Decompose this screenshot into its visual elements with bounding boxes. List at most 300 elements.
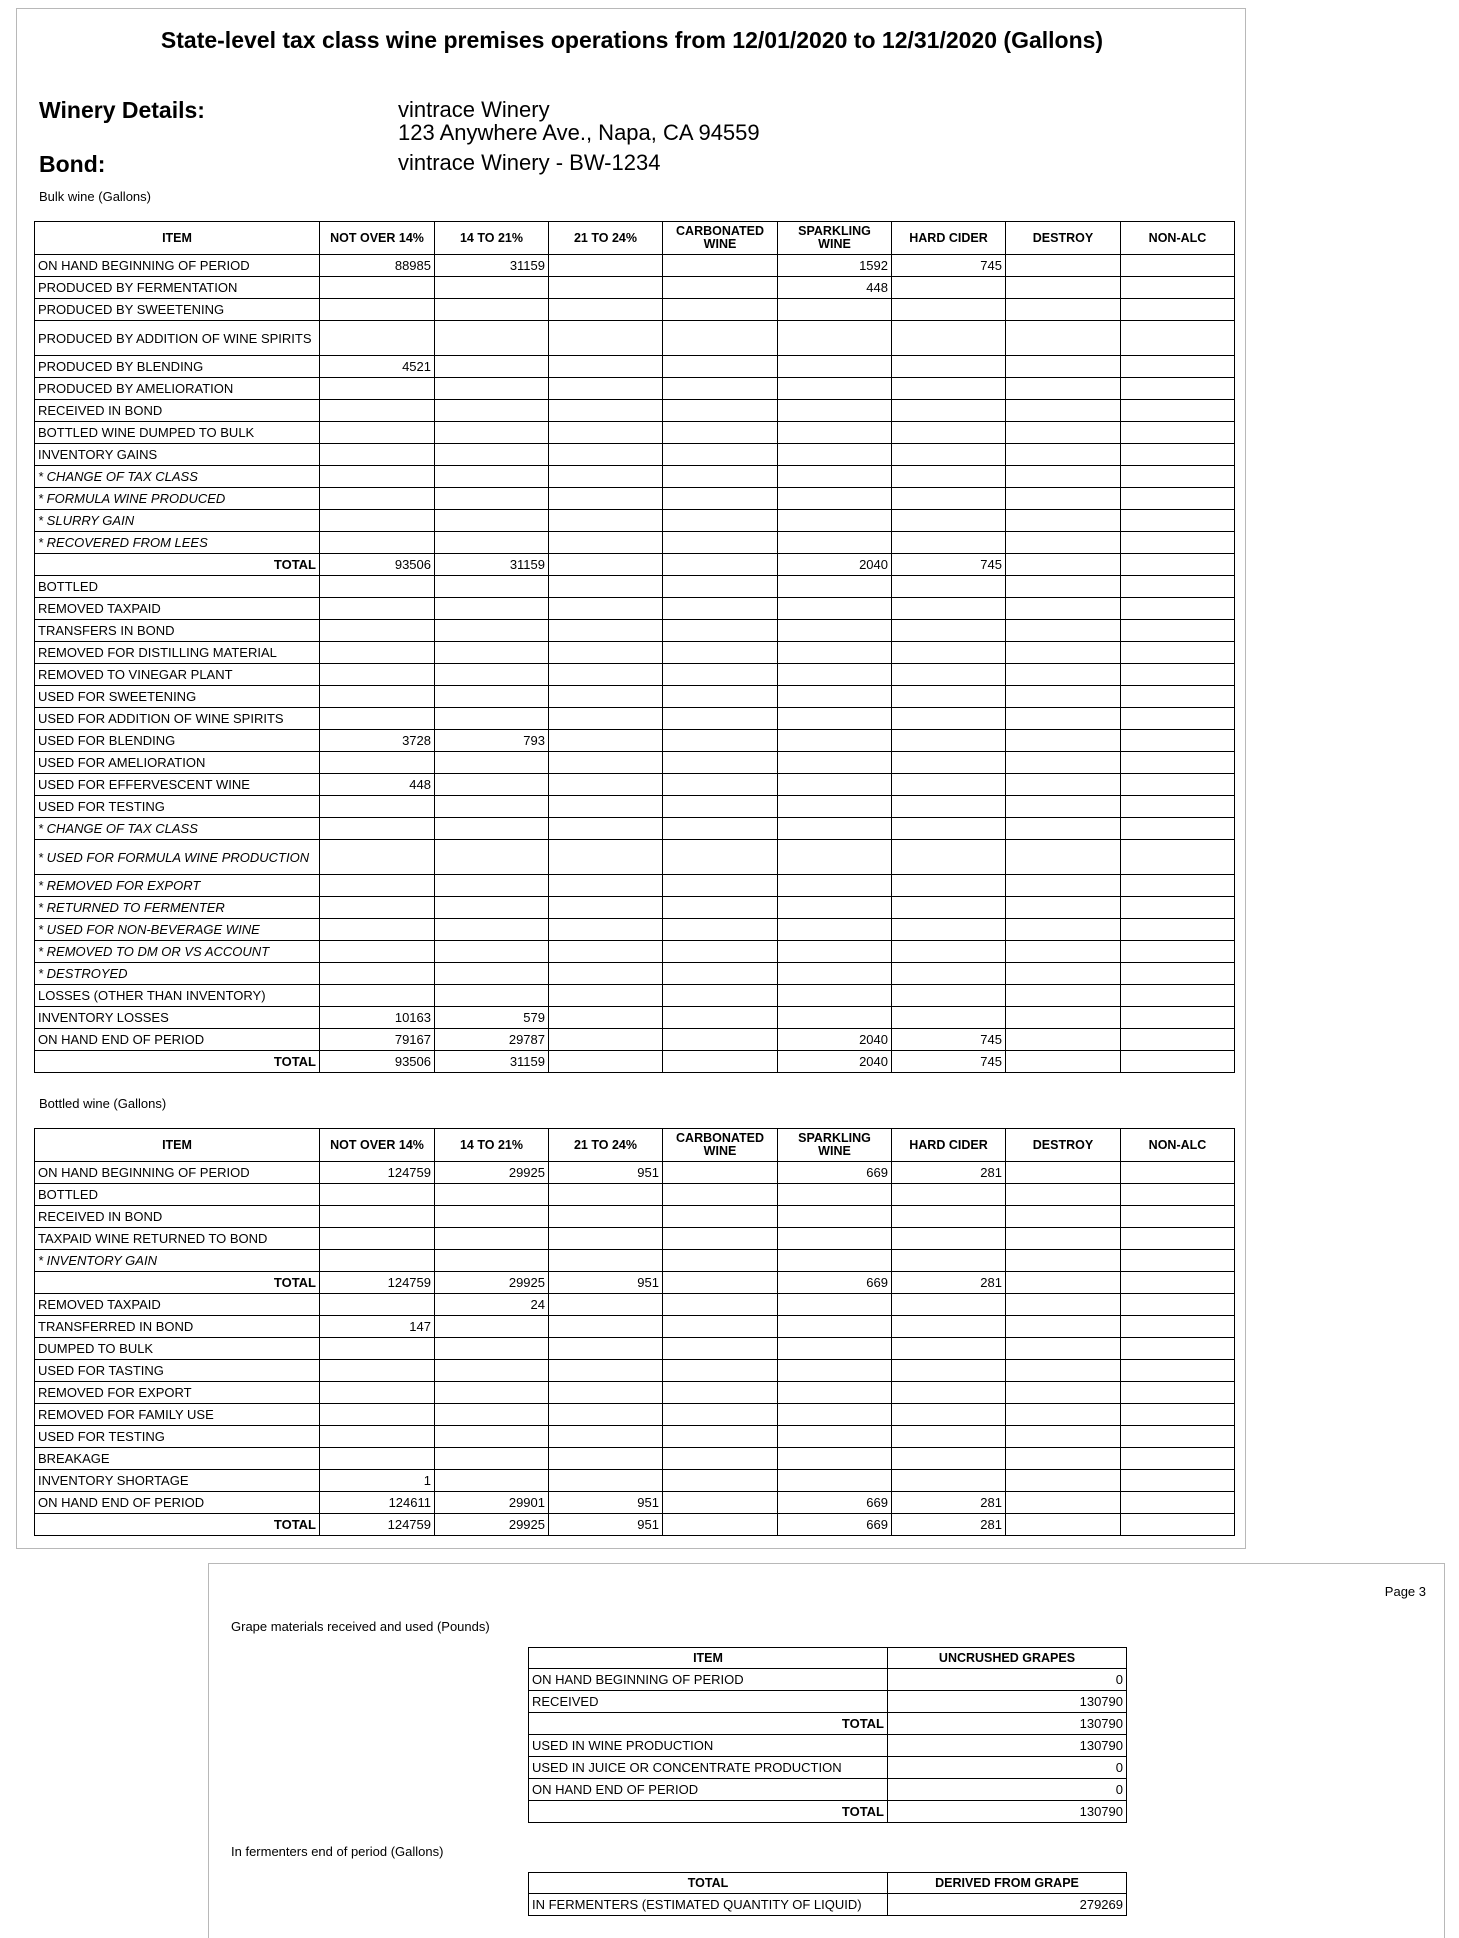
cell-value — [663, 356, 778, 378]
cell-value — [549, 1338, 663, 1360]
cell-value — [778, 532, 892, 554]
cell-value — [663, 897, 778, 919]
cell-value — [663, 963, 778, 985]
cell-value — [892, 686, 1006, 708]
cell-value — [1121, 1162, 1235, 1184]
bond-value: vintrace Winery - BW-1234 — [398, 150, 661, 175]
cell-value — [778, 985, 892, 1007]
cell-value — [778, 963, 892, 985]
cell-value: 29901 — [435, 1492, 549, 1514]
cell-value — [778, 686, 892, 708]
cell-value — [663, 686, 778, 708]
table-row — [35, 299, 1235, 321]
cell-value — [1006, 466, 1121, 488]
cell-value: 4521 — [320, 356, 435, 378]
row-label: ON HAND BEGINNING OF PERIOD — [529, 1669, 888, 1691]
table-row — [35, 576, 1235, 598]
table-row — [529, 1779, 1127, 1801]
cell-value — [892, 576, 1006, 598]
cell-value — [549, 400, 663, 422]
cell-value — [320, 1426, 435, 1448]
cell-value — [892, 321, 1006, 356]
cell-value — [1006, 1184, 1121, 1206]
column-header-hard-cider: HARD CIDER — [892, 222, 1006, 255]
table-row — [35, 796, 1235, 818]
row-label: ON HAND END OF PERIOD — [35, 1492, 320, 1514]
row-label: IN FERMENTERS (ESTIMATED QUANTITY OF LIQUID) — [529, 1894, 888, 1916]
cell-value: 147 — [320, 1316, 435, 1338]
cell-value — [663, 532, 778, 554]
cell-value — [663, 840, 778, 875]
row-label: ON HAND BEGINNING OF PERIOD — [35, 1162, 320, 1184]
cell-value — [1006, 422, 1121, 444]
cell-value — [435, 796, 549, 818]
cell-value — [1006, 1514, 1121, 1536]
cell-value — [435, 1206, 549, 1228]
cell-value — [549, 840, 663, 875]
cell-value — [892, 378, 1006, 400]
cell-value: 124611 — [320, 1492, 435, 1514]
cell-value — [320, 378, 435, 400]
cell-value: 88985 — [320, 255, 435, 277]
column-header-hard-cider: HARD CIDER — [892, 1129, 1006, 1162]
report-page-main — [16, 8, 1246, 1549]
cell-value — [1006, 255, 1121, 277]
table-row — [35, 1338, 1235, 1360]
cell-value: 448 — [320, 774, 435, 796]
column-header-non-alc: NON-ALC — [1121, 1129, 1235, 1162]
row-label: PRODUCED BY AMELIORATION — [35, 378, 320, 400]
row-label: * USED FOR FORMULA WINE PRODUCTION — [35, 840, 320, 875]
cell-value — [1006, 378, 1121, 400]
cell-value — [663, 1294, 778, 1316]
cell-value — [778, 356, 892, 378]
cell-value — [1006, 730, 1121, 752]
cell-value: 951 — [549, 1514, 663, 1536]
cell-value — [435, 1184, 549, 1206]
row-label: * REMOVED FOR EXPORT — [35, 875, 320, 897]
row-label: PRODUCED BY ADDITION OF WINE SPIRITS — [35, 321, 320, 356]
table-row — [35, 664, 1235, 686]
row-label: TRANSFERRED IN BOND — [35, 1316, 320, 1338]
cell-value — [892, 796, 1006, 818]
cell-value — [549, 686, 663, 708]
cell-value — [1121, 1448, 1235, 1470]
table-row — [35, 620, 1235, 642]
cell-value — [663, 1338, 778, 1360]
cell-value — [1006, 532, 1121, 554]
cell-value — [892, 1382, 1006, 1404]
column-header-total: TOTAL — [529, 1873, 888, 1894]
cell-value — [320, 321, 435, 356]
cell-value: 0 — [888, 1779, 1127, 1801]
cell-value — [663, 1514, 778, 1536]
cell-value — [549, 255, 663, 277]
cell-value — [663, 1007, 778, 1029]
cell-value — [778, 1426, 892, 1448]
total-label: TOTAL — [35, 554, 320, 576]
cell-value — [663, 1272, 778, 1294]
cell-value — [663, 576, 778, 598]
table-row — [35, 1206, 1235, 1228]
row-label: USED FOR TASTING — [35, 1360, 320, 1382]
table-row — [529, 1691, 1127, 1713]
cell-value: 124759 — [320, 1514, 435, 1536]
cell-value — [663, 321, 778, 356]
cell-value — [778, 941, 892, 963]
cell-value: 29925 — [435, 1162, 549, 1184]
cell-value — [1006, 752, 1121, 774]
cell-value: 745 — [892, 1029, 1006, 1051]
cell-value: 281 — [892, 1514, 1006, 1536]
cell-value — [320, 422, 435, 444]
cell-value — [663, 620, 778, 642]
bottled-wine-caption: Bottled wine (Gallons) — [39, 1096, 167, 1111]
cell-value — [1006, 1250, 1121, 1272]
cell-value — [1006, 686, 1121, 708]
cell-value — [1121, 774, 1235, 796]
cell-value — [320, 1338, 435, 1360]
cell-value — [778, 752, 892, 774]
cell-value — [1121, 422, 1235, 444]
cell-value — [549, 378, 663, 400]
cell-value — [549, 1294, 663, 1316]
cell-value — [320, 985, 435, 1007]
row-label: * RETURNED TO FERMENTER — [35, 897, 320, 919]
cell-value — [435, 875, 549, 897]
row-label: LOSSES (OTHER THAN INVENTORY) — [35, 985, 320, 1007]
cell-value — [435, 422, 549, 444]
cell-value — [435, 1360, 549, 1382]
cell-value — [1121, 576, 1235, 598]
table-row — [35, 1316, 1235, 1338]
table-row — [35, 598, 1235, 620]
cell-value — [1006, 875, 1121, 897]
cell-value — [1006, 1448, 1121, 1470]
row-label: BOTTLED — [35, 576, 320, 598]
table-row — [35, 1007, 1235, 1029]
cell-value — [435, 985, 549, 1007]
cell-value — [1121, 277, 1235, 299]
cell-value: 0 — [888, 1757, 1127, 1779]
cell-value — [892, 299, 1006, 321]
cell-value — [778, 664, 892, 686]
row-label: USED IN JUICE OR CONCENTRATE PRODUCTION — [529, 1757, 888, 1779]
cell-value — [549, 875, 663, 897]
table-row — [35, 466, 1235, 488]
cell-value — [1006, 642, 1121, 664]
cell-value — [435, 664, 549, 686]
column-header-non-alc: NON-ALC — [1121, 222, 1235, 255]
row-label: PRODUCED BY BLENDING — [35, 356, 320, 378]
cell-value — [549, 576, 663, 598]
cell-value — [1006, 400, 1121, 422]
cell-value — [1006, 1470, 1121, 1492]
cell-value: 130790 — [888, 1691, 1127, 1713]
cell-value — [549, 1382, 663, 1404]
cell-value — [435, 752, 549, 774]
cell-value — [549, 796, 663, 818]
row-label: * CHANGE OF TAX CLASS — [35, 466, 320, 488]
table-row — [35, 730, 1235, 752]
cell-value — [663, 510, 778, 532]
cell-value — [320, 1448, 435, 1470]
cell-value — [320, 642, 435, 664]
cell-value — [435, 1470, 549, 1492]
row-label: * FORMULA WINE PRODUCED — [35, 488, 320, 510]
cell-value — [435, 774, 549, 796]
cell-value — [892, 664, 1006, 686]
cell-value — [892, 1228, 1006, 1250]
cell-value — [1006, 941, 1121, 963]
cell-value — [663, 1470, 778, 1492]
cell-value — [549, 985, 663, 1007]
cell-value — [320, 1404, 435, 1426]
cell-value — [549, 642, 663, 664]
cell-value — [778, 774, 892, 796]
cell-value — [549, 1470, 663, 1492]
cell-value — [663, 1316, 778, 1338]
cell-value — [1121, 598, 1235, 620]
page-number: Page 3 — [1384, 1584, 1426, 1599]
cell-value: 281 — [892, 1272, 1006, 1294]
cell-value — [320, 1206, 435, 1228]
cell-value — [892, 840, 1006, 875]
cell-value — [663, 1184, 778, 1206]
cell-value — [435, 1382, 549, 1404]
row-label: PRODUCED BY FERMENTATION — [35, 277, 320, 299]
cell-value — [1006, 1051, 1121, 1073]
cell-value — [435, 378, 549, 400]
cell-value — [1006, 356, 1121, 378]
cell-value: 951 — [549, 1272, 663, 1294]
row-label: ON HAND BEGINNING OF PERIOD — [35, 255, 320, 277]
cell-value — [663, 1404, 778, 1426]
grape-caption: Grape materials received and used (Pounds) — [231, 1619, 490, 1634]
cell-value — [1121, 1184, 1235, 1206]
row-label: RECEIVED IN BOND — [35, 1206, 320, 1228]
cell-value — [663, 378, 778, 400]
cell-value — [435, 1228, 549, 1250]
cell-value — [892, 1470, 1006, 1492]
cell-value: 29925 — [435, 1514, 549, 1536]
cell-value — [1121, 321, 1235, 356]
cell-value: 579 — [435, 1007, 549, 1029]
total-row — [35, 1514, 1235, 1536]
cell-value — [1121, 554, 1235, 576]
row-label: PRODUCED BY SWEETENING — [35, 299, 320, 321]
cell-value — [663, 299, 778, 321]
cell-value: 669 — [778, 1492, 892, 1514]
row-label: RECEIVED — [529, 1691, 888, 1713]
table-row — [35, 941, 1235, 963]
cell-value — [549, 919, 663, 941]
cell-value — [778, 1382, 892, 1404]
table-row — [529, 1894, 1127, 1916]
cell-value — [1121, 1316, 1235, 1338]
cell-value — [1006, 963, 1121, 985]
cell-value — [663, 277, 778, 299]
table-row — [35, 1029, 1235, 1051]
cell-value — [1006, 1338, 1121, 1360]
cell-value — [1006, 818, 1121, 840]
row-label: BREAKAGE — [35, 1448, 320, 1470]
cell-value — [320, 598, 435, 620]
total-row — [35, 1272, 1235, 1294]
cell-value — [1121, 1404, 1235, 1426]
cell-value — [778, 1294, 892, 1316]
cell-value — [892, 1250, 1006, 1272]
cell-value — [320, 1228, 435, 1250]
cell-value: 130790 — [888, 1735, 1127, 1757]
cell-value — [892, 466, 1006, 488]
cell-value — [320, 919, 435, 941]
cell-value — [892, 752, 1006, 774]
cell-value — [663, 1492, 778, 1514]
cell-value — [663, 752, 778, 774]
cell-value: 31159 — [435, 1051, 549, 1073]
cell-value — [1006, 598, 1121, 620]
cell-value — [892, 488, 1006, 510]
column-header-item: ITEM — [529, 1648, 888, 1669]
cell-value — [435, 1426, 549, 1448]
cell-value — [778, 1404, 892, 1426]
cell-value — [435, 466, 549, 488]
column-header-carbonated-wine: CARBONATED WINE — [663, 222, 778, 255]
cell-value — [435, 840, 549, 875]
cell-value: 793 — [435, 730, 549, 752]
total-row — [35, 554, 1235, 576]
cell-value — [1006, 897, 1121, 919]
cell-value — [1006, 299, 1121, 321]
cell-value — [1121, 1272, 1235, 1294]
cell-value — [1121, 1338, 1235, 1360]
cell-value — [778, 818, 892, 840]
cell-value — [549, 510, 663, 532]
cell-value — [663, 1228, 778, 1250]
cell-value — [663, 664, 778, 686]
table-row — [35, 686, 1235, 708]
cell-value — [663, 1029, 778, 1051]
cell-value: 79167 — [320, 1029, 435, 1051]
cell-value — [663, 642, 778, 664]
column-header-not-over-14: NOT OVER 14% — [320, 1129, 435, 1162]
cell-value — [778, 642, 892, 664]
bond-label: Bond: — [39, 151, 106, 177]
table-row — [529, 1757, 1127, 1779]
cell-value — [320, 818, 435, 840]
row-label: DUMPED TO BULK — [35, 1338, 320, 1360]
row-label: REMOVED FOR DISTILLING MATERIAL — [35, 642, 320, 664]
cell-value — [549, 1228, 663, 1250]
cell-value — [549, 466, 663, 488]
bottled-wine-table — [34, 1128, 1235, 1536]
cell-value — [892, 356, 1006, 378]
cell-value — [1121, 752, 1235, 774]
cell-value — [549, 941, 663, 963]
cell-value — [663, 554, 778, 576]
cell-value — [549, 1448, 663, 1470]
table-row — [35, 1184, 1235, 1206]
row-label: ON HAND END OF PERIOD — [529, 1779, 888, 1801]
cell-value — [1121, 299, 1235, 321]
table-row — [35, 356, 1235, 378]
cell-value — [778, 919, 892, 941]
cell-value — [892, 400, 1006, 422]
cell-value — [892, 422, 1006, 444]
cell-value — [435, 708, 549, 730]
cell-value — [1006, 840, 1121, 875]
row-label: USED FOR BLENDING — [35, 730, 320, 752]
cell-value — [892, 941, 1006, 963]
cell-value — [435, 598, 549, 620]
cell-value — [778, 1184, 892, 1206]
cell-value — [320, 1294, 435, 1316]
cell-value — [549, 422, 663, 444]
cell-value — [1006, 488, 1121, 510]
cell-value — [320, 1382, 435, 1404]
cell-value — [778, 1470, 892, 1492]
column-header-sparkling-wine: SPARKLING WINE — [778, 222, 892, 255]
fermenters-caption: In fermenters end of period (Gallons) — [231, 1844, 444, 1859]
total-label: TOTAL — [35, 1514, 320, 1536]
cell-value: 281 — [892, 1162, 1006, 1184]
cell-value — [892, 532, 1006, 554]
cell-value — [1121, 400, 1235, 422]
table-row — [529, 1669, 1127, 1691]
cell-value — [663, 400, 778, 422]
table-row — [35, 818, 1235, 840]
cell-value — [1121, 897, 1235, 919]
table-row — [35, 400, 1235, 422]
cell-value — [1121, 796, 1235, 818]
cell-value — [320, 897, 435, 919]
total-row — [35, 1051, 1235, 1073]
column-header-derived-from-grape: DERIVED FROM GRAPE — [888, 1873, 1127, 1894]
cell-value — [892, 444, 1006, 466]
cell-value — [320, 466, 435, 488]
table-row — [35, 875, 1235, 897]
cell-value — [549, 488, 663, 510]
cell-value — [320, 963, 435, 985]
report-title: State-level tax class wine premises operations from 12/01/2020 to 12/31/2020 (Gallons) — [160, 27, 1104, 53]
cell-value — [435, 919, 549, 941]
cell-value — [435, 1316, 549, 1338]
winery-details-label: Winery Details: — [39, 97, 205, 123]
column-header-item: ITEM — [35, 1129, 320, 1162]
cell-value — [892, 1448, 1006, 1470]
cell-value — [1121, 378, 1235, 400]
cell-value — [892, 598, 1006, 620]
cell-value: 951 — [549, 1492, 663, 1514]
cell-value — [892, 774, 1006, 796]
total-label: TOTAL — [529, 1713, 888, 1735]
cell-value — [778, 796, 892, 818]
cell-value — [549, 708, 663, 730]
cell-value: 2040 — [778, 1029, 892, 1051]
cell-value — [435, 400, 549, 422]
cell-value — [663, 1382, 778, 1404]
cell-value — [778, 1007, 892, 1029]
table-row — [35, 378, 1235, 400]
total-label: TOTAL — [529, 1801, 888, 1823]
cell-value — [892, 1184, 1006, 1206]
cell-value — [435, 1250, 549, 1272]
grape-materials-table — [528, 1647, 1127, 1823]
table-row — [35, 1162, 1235, 1184]
cell-value — [778, 708, 892, 730]
cell-value — [778, 840, 892, 875]
